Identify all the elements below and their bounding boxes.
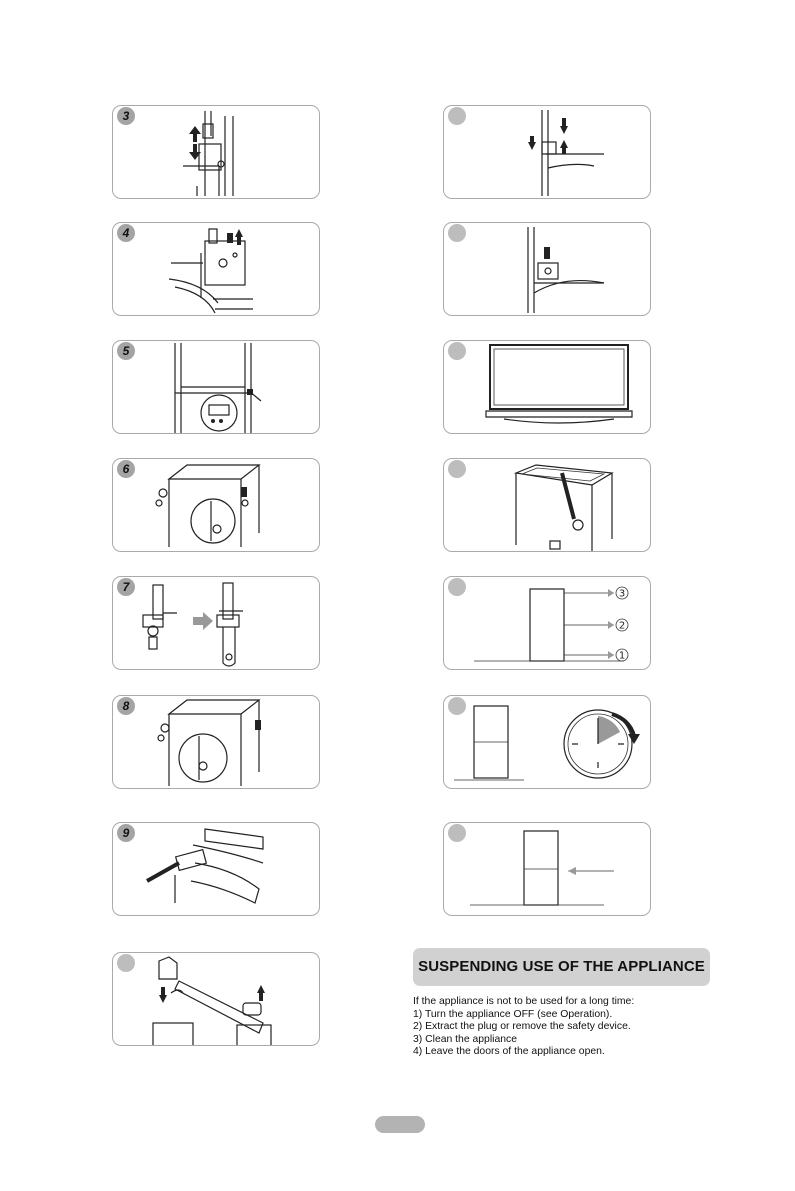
fridge-front-illustration xyxy=(113,341,320,434)
step-number-badge-empty xyxy=(448,824,466,842)
step-number-badge-empty xyxy=(448,342,466,360)
suspending-instructions xyxy=(413,996,743,1059)
step-number-badge-empty xyxy=(448,460,466,478)
cabinet-hinge-illustration xyxy=(113,459,320,552)
suspending-title: SUSPENDING USE OF THE APPLIANCE xyxy=(413,948,710,986)
step-number-badge: 7 xyxy=(117,578,135,596)
door-align-panel xyxy=(443,822,651,916)
step-9-panel xyxy=(112,822,320,916)
step-number-badge-empty xyxy=(448,578,466,596)
cabinet-hinge-illustration-2 xyxy=(113,696,320,789)
level-panel xyxy=(443,576,651,670)
fridge-top-illustration xyxy=(444,459,651,552)
step-10-panel xyxy=(112,952,320,1046)
hinge-lower-illustration xyxy=(444,223,651,316)
step-number-badge: 8 xyxy=(117,697,135,715)
step-number-badge: 5 xyxy=(117,342,135,360)
suspending-line: 1) Turn the appliance OFF (see Operation). xyxy=(413,1008,613,1020)
door-align-illustration xyxy=(444,823,651,916)
step-number-badge-empty xyxy=(448,224,466,242)
hinge-rotation-illustration xyxy=(113,577,320,670)
level-marker-2: 2 xyxy=(618,620,626,632)
step-3-panel xyxy=(112,105,320,199)
wait-clock-panel xyxy=(443,695,651,789)
hinge-cover-illustration xyxy=(113,953,320,1046)
suspending-line: 4) Leave the doors of the appliance open. xyxy=(413,1046,605,1058)
step-3b-panel xyxy=(443,105,651,199)
hinge-screw-illustration xyxy=(113,106,320,199)
step-number-badge: 3 xyxy=(117,107,135,125)
level-marker-1: 1 xyxy=(618,650,626,662)
step-number-badge-empty xyxy=(448,697,466,715)
step-number-badge: 9 xyxy=(117,824,135,842)
door-screw-illustration xyxy=(113,823,320,916)
hinge-plate-illustration xyxy=(113,223,320,316)
fridge-door-illustration xyxy=(444,341,651,434)
step-8-panel xyxy=(112,695,320,789)
step-number-badge-empty xyxy=(448,107,466,125)
page-number-pill xyxy=(375,1116,425,1133)
wait-clock-illustration xyxy=(444,696,651,789)
step-number-badge-empty xyxy=(117,954,135,972)
hinge-upper-illustration xyxy=(444,106,651,199)
suspending-line: 2) Extract the plug or remove the safety device. xyxy=(413,1021,631,1033)
step-6b-panel xyxy=(443,458,651,552)
step-number-badge: 4 xyxy=(117,224,135,242)
step-5-panel xyxy=(112,340,320,434)
step-number-badge: 6 xyxy=(117,460,135,478)
step-4-panel xyxy=(112,222,320,316)
step-5b-panel xyxy=(443,340,651,434)
step-6-panel xyxy=(112,458,320,552)
level-marker-3: 3 xyxy=(618,588,626,600)
level-measure-illustration xyxy=(444,577,651,670)
step-7-panel xyxy=(112,576,320,670)
suspending-line: 3) Clean the appliance xyxy=(413,1033,517,1045)
step-4b-panel xyxy=(443,222,651,316)
suspending-line: If the appliance is not to be used for a long time: xyxy=(413,996,635,1007)
